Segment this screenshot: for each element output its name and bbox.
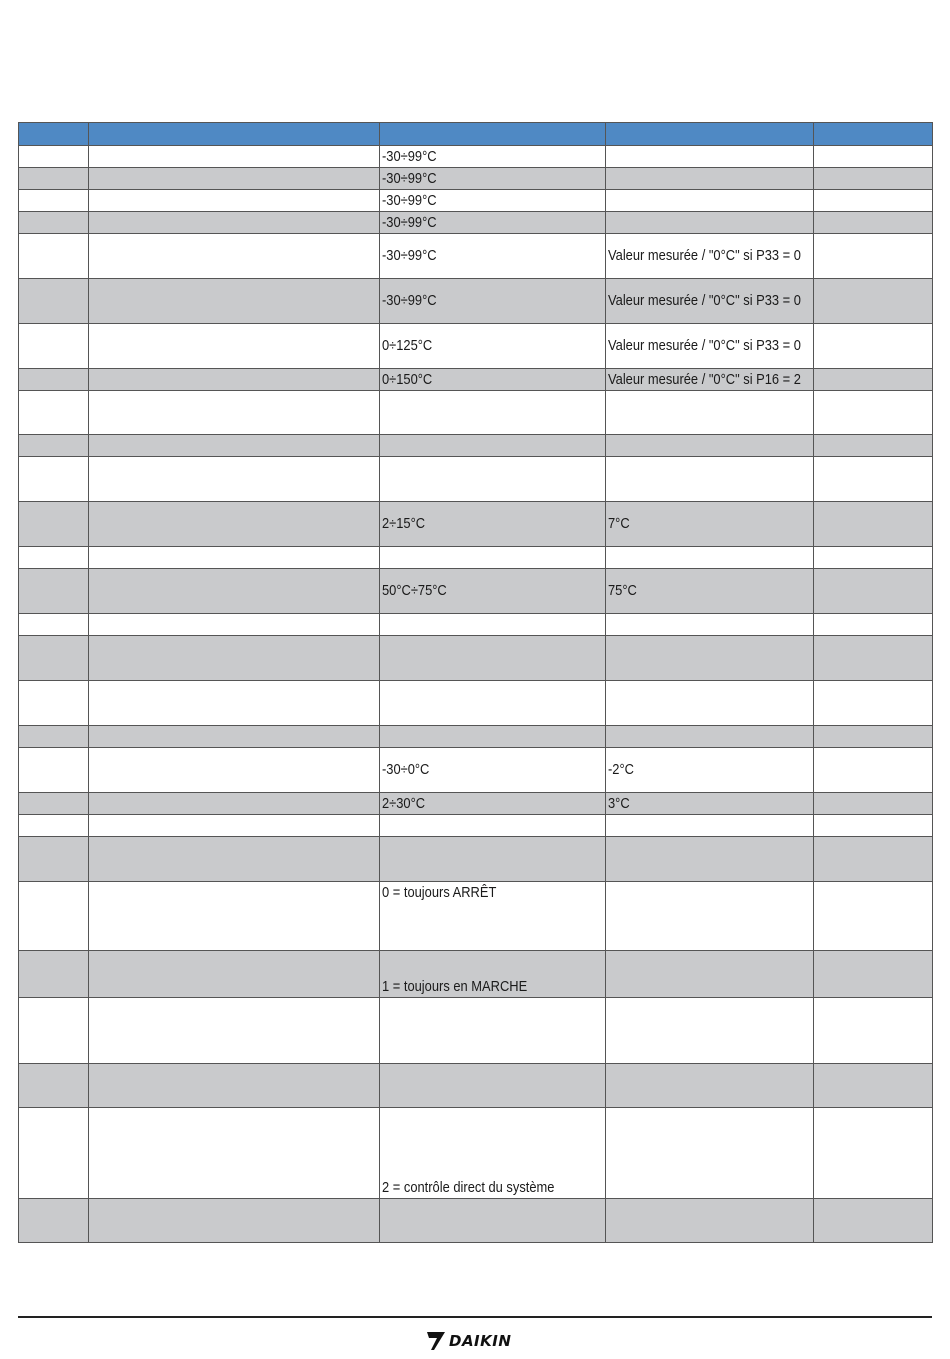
brand-name: DAIKIN — [449, 1332, 512, 1350]
table-row — [19, 234, 933, 279]
cell-description — [89, 815, 380, 837]
cell-code — [19, 614, 89, 636]
cell-description — [89, 882, 380, 951]
header-notes — [814, 123, 933, 146]
cell-range — [380, 168, 606, 190]
cell-description — [89, 681, 380, 726]
table-row — [19, 502, 933, 547]
cell-default-text: Valeur mesurée / "0°C" si P33 = 0 — [608, 292, 801, 309]
cell-description — [89, 457, 380, 502]
cell-default-text: -2°C — [608, 761, 634, 778]
cell-description — [89, 435, 380, 457]
cell-code — [19, 279, 89, 324]
cell-code — [19, 951, 89, 998]
cell-default — [606, 1064, 814, 1108]
cell-range — [380, 502, 606, 547]
cell-range-text: -30÷99°C — [382, 191, 437, 209]
cell-notes — [814, 146, 933, 168]
table-row — [19, 951, 933, 998]
footer-divider — [18, 1316, 932, 1318]
cell-default — [606, 324, 814, 369]
cell-notes — [814, 435, 933, 457]
cell-default — [606, 435, 814, 457]
table-row — [19, 1199, 933, 1243]
cell-default — [606, 998, 814, 1064]
cell-default — [606, 815, 814, 837]
cell-default-text: 3°C — [608, 794, 630, 812]
cell-default — [606, 793, 814, 815]
cell-code — [19, 1064, 89, 1108]
cell-default — [606, 146, 814, 168]
cell-default — [606, 190, 814, 212]
cell-notes — [814, 190, 933, 212]
cell-code — [19, 146, 89, 168]
table-row — [19, 636, 933, 681]
cell-range — [380, 569, 606, 614]
cell-range — [380, 391, 606, 435]
cell-description — [89, 234, 380, 279]
cell-code — [19, 369, 89, 391]
cell-default — [606, 502, 814, 547]
cell-range — [380, 815, 606, 837]
cell-range — [380, 369, 606, 391]
cell-range-text: 2÷30°C — [382, 794, 426, 812]
cell-code — [19, 998, 89, 1064]
table-row — [19, 793, 933, 815]
table-row — [19, 324, 933, 369]
table-row — [19, 614, 933, 636]
cell-notes — [814, 748, 933, 793]
cell-default-text: 7°C — [608, 515, 630, 532]
table-row — [19, 369, 933, 391]
cell-range-text: -30÷99°C — [382, 247, 437, 264]
cell-notes — [814, 212, 933, 234]
table-row — [19, 837, 933, 882]
table-row — [19, 882, 933, 951]
cell-code — [19, 502, 89, 547]
cell-notes — [814, 502, 933, 547]
cell-default — [606, 636, 814, 681]
cell-default — [606, 168, 814, 190]
table-row — [19, 146, 933, 168]
cell-range — [380, 324, 606, 369]
header-default — [606, 123, 814, 146]
cell-range — [380, 793, 606, 815]
cell-description — [89, 1199, 380, 1243]
table-row — [19, 569, 933, 614]
cell-range-text: -30÷99°C — [382, 147, 437, 165]
table-row — [19, 681, 933, 726]
cell-description — [89, 748, 380, 793]
cell-code — [19, 435, 89, 457]
cell-range-text: -30÷99°C — [382, 292, 437, 309]
cell-default — [606, 1199, 814, 1243]
cell-description — [89, 547, 380, 569]
cell-notes — [814, 369, 933, 391]
cell-code — [19, 168, 89, 190]
cell-default-text: Valeur mesurée / "0°C" si P16 = 2 — [608, 370, 801, 388]
table-row — [19, 815, 933, 837]
cell-notes — [814, 547, 933, 569]
table-row — [19, 279, 933, 324]
daikin-logo-icon — [426, 1331, 446, 1351]
cell-notes — [814, 324, 933, 369]
cell-code — [19, 837, 89, 882]
cell-description — [89, 391, 380, 435]
cell-description — [89, 998, 380, 1064]
cell-range — [380, 726, 606, 748]
cell-notes — [814, 636, 933, 681]
cell-code — [19, 457, 89, 502]
cell-description — [89, 569, 380, 614]
cell-range — [380, 837, 606, 882]
cell-range — [380, 190, 606, 212]
table-row — [19, 457, 933, 502]
cell-code — [19, 748, 89, 793]
cell-range — [380, 614, 606, 636]
cell-range-text: -30÷0°C — [382, 761, 430, 778]
cell-range — [380, 146, 606, 168]
cell-range — [380, 1108, 606, 1199]
cell-range — [380, 681, 606, 726]
table-row — [19, 748, 933, 793]
cell-default — [606, 748, 814, 793]
cell-notes — [814, 457, 933, 502]
cell-range-text: 0÷125°C — [382, 337, 433, 354]
cell-code — [19, 234, 89, 279]
cell-notes — [814, 168, 933, 190]
cell-default — [606, 951, 814, 998]
cell-description — [89, 793, 380, 815]
cell-notes — [814, 837, 933, 882]
cell-description — [89, 636, 380, 681]
cell-notes — [814, 882, 933, 951]
cell-default — [606, 614, 814, 636]
cell-range — [380, 457, 606, 502]
table-row — [19, 435, 933, 457]
cell-code — [19, 793, 89, 815]
cell-default-text: 75°C — [608, 582, 637, 599]
cell-notes — [814, 1108, 933, 1199]
cell-range-text: 1 = toujours en MARCHE — [382, 978, 528, 995]
table-row — [19, 212, 933, 234]
cell-description — [89, 951, 380, 998]
cell-default — [606, 369, 814, 391]
header-range — [380, 123, 606, 146]
cell-default-text: Valeur mesurée / "0°C" si P33 = 0 — [608, 247, 801, 264]
cell-range — [380, 998, 606, 1064]
cell-default — [606, 547, 814, 569]
cell-range — [380, 1064, 606, 1108]
cell-range — [380, 234, 606, 279]
cell-code — [19, 1199, 89, 1243]
cell-range-text: -30÷99°C — [382, 213, 437, 231]
table-row — [19, 391, 933, 435]
cell-notes — [814, 569, 933, 614]
cell-code — [19, 212, 89, 234]
cell-range — [380, 636, 606, 681]
cell-description — [89, 212, 380, 234]
cell-range — [380, 1199, 606, 1243]
cell-code — [19, 882, 89, 951]
table-row — [19, 1108, 933, 1199]
cell-description — [89, 502, 380, 547]
cell-notes — [814, 1064, 933, 1108]
cell-range-text: 50°C÷75°C — [382, 582, 447, 599]
cell-range — [380, 279, 606, 324]
cell-description — [89, 1108, 380, 1199]
table-row — [19, 726, 933, 748]
cell-code — [19, 726, 89, 748]
cell-notes — [814, 815, 933, 837]
table-header-row — [19, 123, 933, 146]
cell-range — [380, 748, 606, 793]
cell-code — [19, 815, 89, 837]
cell-default — [606, 837, 814, 882]
cell-code — [19, 1108, 89, 1199]
cell-notes — [814, 279, 933, 324]
cell-notes — [814, 391, 933, 435]
cell-default — [606, 212, 814, 234]
cell-code — [19, 190, 89, 212]
cell-description — [89, 614, 380, 636]
cell-range-text: -30÷99°C — [382, 169, 437, 187]
cell-range — [380, 212, 606, 234]
cell-notes — [814, 793, 933, 815]
cell-range — [380, 435, 606, 457]
table-row — [19, 190, 933, 212]
table-row — [19, 998, 933, 1064]
cell-notes — [814, 726, 933, 748]
cell-code — [19, 569, 89, 614]
cell-range — [380, 882, 606, 951]
daikin-logo — [426, 1330, 511, 1352]
cell-default — [606, 234, 814, 279]
cell-code — [19, 324, 89, 369]
cell-description — [89, 324, 380, 369]
cell-description — [89, 369, 380, 391]
cell-notes — [814, 681, 933, 726]
table-body — [19, 146, 933, 1243]
cell-code — [19, 547, 89, 569]
header-code — [19, 123, 89, 146]
cell-default — [606, 279, 814, 324]
cell-default — [606, 681, 814, 726]
cell-notes — [814, 234, 933, 279]
cell-notes — [814, 951, 933, 998]
cell-range-text: 2 = contrôle direct du système — [382, 1179, 555, 1196]
cell-notes — [814, 998, 933, 1064]
cell-description — [89, 837, 380, 882]
parameter-table — [18, 122, 933, 1243]
cell-default — [606, 457, 814, 502]
cell-range-text: 0 = toujours ARRÊT — [382, 884, 497, 901]
cell-code — [19, 636, 89, 681]
cell-description — [89, 190, 380, 212]
table-row — [19, 168, 933, 190]
cell-notes — [814, 614, 933, 636]
cell-range — [380, 951, 606, 998]
cell-default — [606, 726, 814, 748]
cell-default — [606, 391, 814, 435]
cell-notes — [814, 1199, 933, 1243]
cell-default — [606, 882, 814, 951]
table-row — [19, 547, 933, 569]
header-description — [89, 123, 380, 146]
cell-default — [606, 1108, 814, 1199]
cell-description — [89, 279, 380, 324]
cell-default-text: Valeur mesurée / "0°C" si P33 = 0 — [608, 337, 801, 354]
cell-description — [89, 726, 380, 748]
cell-range-text: 2÷15°C — [382, 515, 426, 532]
cell-default — [606, 569, 814, 614]
cell-description — [89, 1064, 380, 1108]
cell-description — [89, 146, 380, 168]
cell-code — [19, 681, 89, 726]
cell-code — [19, 391, 89, 435]
cell-description — [89, 168, 380, 190]
table-row — [19, 1064, 933, 1108]
cell-range-text: 0÷150°C — [382, 370, 433, 388]
cell-range — [380, 547, 606, 569]
